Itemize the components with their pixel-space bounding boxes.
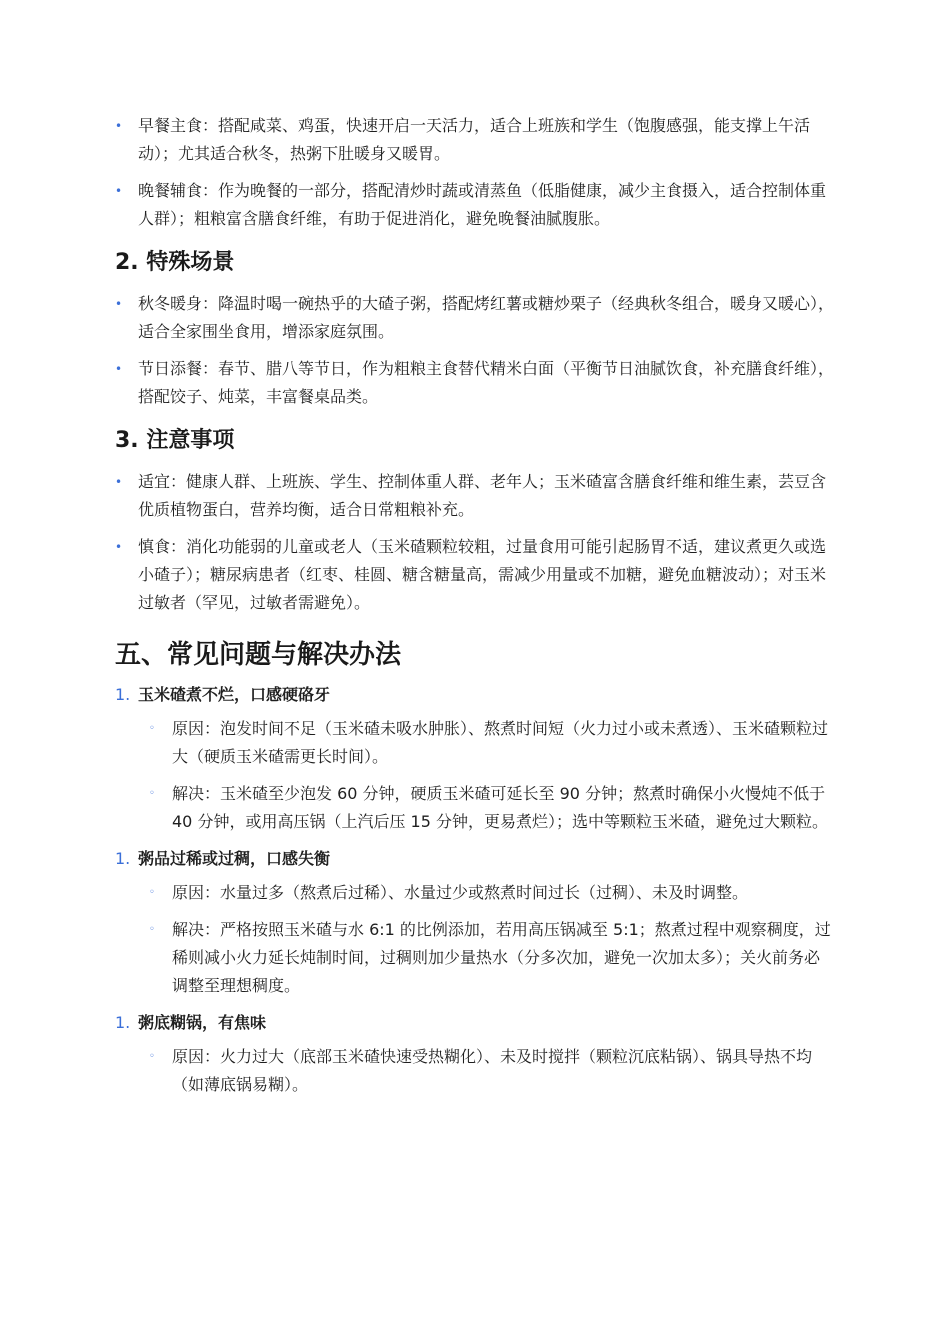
list-number: 1.	[115, 685, 131, 704]
section-heading-special-scenes: 2. 特殊场景	[115, 250, 235, 275]
list-item	[149, 916, 835, 1000]
circle-bullet-icon: ◦	[149, 723, 155, 734]
list-number: 1.	[115, 1013, 131, 1032]
problem-title	[115, 681, 835, 709]
circle-bullet-icon: ◦	[149, 887, 155, 898]
list-item	[115, 468, 835, 524]
problem-points	[149, 1043, 835, 1099]
point-text: 原因：火力过大（底部玉米碴快速受热糊化）、未及时搅拌（颗粒沉底粘锅）、锅具导热不均（如薄底锅易糊）。	[172, 1047, 813, 1094]
list-item	[115, 290, 835, 346]
bullet-dot-icon: •	[115, 297, 123, 311]
bullet-dot-icon: •	[115, 540, 123, 554]
problem-item	[115, 845, 835, 1000]
list-item	[115, 355, 835, 411]
list-item	[115, 533, 835, 617]
problem-points	[149, 715, 835, 836]
bullet-text: 节日添餐：春节、腊八等节日，作为粗粮主食替代精米白面（平衡节日油腻饮食，补充膳食纤维），搭配饺子、炖菜，丰富餐桌品类。	[138, 359, 835, 406]
point-text: 原因：泡发时间不足（玉米碴未吸水肿胀）、熬煮时间短（火力过小或未煮透）、玉米碴颗粒过大（硬质玉米碴需更长时间）。	[172, 719, 829, 766]
problem-title-text: 粥品过稀或过稠，口感失衡	[138, 849, 331, 868]
problem-title	[115, 845, 835, 873]
list-item	[149, 715, 835, 771]
section-heading-notes: 3. 注意事项	[115, 428, 235, 453]
list-item	[115, 177, 835, 233]
point-text: 解决：严格按照玉米碴与水 6:1 的比例添加，若用高压锅减至 5:1；熬煮过程中观察稠度，过稀则减小火力延长炖制时间，过稠则加少量热水（分多次加，避免一次加太多）；关火前务必调整至理想稠度。	[172, 920, 831, 995]
special-scenes-list	[115, 290, 835, 411]
problem-points	[149, 879, 835, 1000]
list-number: 1.	[115, 849, 131, 868]
top-bullet-list	[115, 112, 835, 233]
problem-item	[115, 681, 835, 836]
problem-item	[115, 1009, 835, 1099]
bullet-text: 晚餐辅食：作为晚餐的一部分，搭配清炒时蔬或清蒸鱼（低脂健康，减少主食摄入，适合控制体重人群）；粗粮富含膳食纤维，有助于促进消化，避免晚餐油腻腹胀。	[138, 181, 827, 228]
bullet-text: 秋冬暖身：降温时喝一碗热乎的大碴子粥，搭配烤红薯或糖炒栗子（经典秋冬组合，暖身又暖心），适合全家围坐食用，增添家庭氛围。	[138, 294, 835, 341]
list-item	[149, 780, 835, 836]
bullet-text: 适宜：健康人群、上班族、学生、控制体重人群、老年人；玉米碴富含膳食纤维和维生素，芸豆含优质植物蛋白，营养均衡，适合日常粗粮补充。	[138, 472, 827, 519]
list-item	[149, 879, 835, 907]
problem-title-text: 玉米碴煮不烂，口感硬硌牙	[138, 685, 331, 704]
bullet-dot-icon: •	[115, 362, 123, 376]
section-heading-faq: 五、常见问题与解决办法	[115, 640, 402, 670]
bullet-dot-icon: •	[115, 475, 123, 489]
point-text: 原因：水量过多（熬煮后过稀）、水量过少或熬煮时间过长（过稠）、未及时调整。	[172, 883, 749, 902]
circle-bullet-icon: ◦	[149, 788, 155, 799]
document-page	[115, 112, 835, 1108]
notes-list	[115, 468, 835, 617]
list-item	[115, 112, 835, 168]
bullet-text: 早餐主食：搭配咸菜、鸡蛋，快速开启一天活力，适合上班族和学生（饱腹感强，能支撑上午活动）；尤其适合秋冬，热粥下肚暖身又暖胃。	[138, 116, 811, 163]
bullet-dot-icon: •	[115, 184, 123, 198]
problem-title	[115, 1009, 835, 1037]
problem-title-text: 粥底糊锅，有焦味	[138, 1013, 267, 1032]
circle-bullet-icon: ◦	[149, 1051, 155, 1062]
point-text: 解决：玉米碴至少泡发 60 分钟，硬质玉米碴可延长至 90 分钟；熬煮时确保小火慢炖不低于 40 分钟，或用高压锅（上汽后压 15 分钟，更易煮烂）；选中等颗粒玉米碴，避免过大颗粒。	[172, 784, 828, 831]
list-item	[149, 1043, 835, 1099]
bullet-dot-icon: •	[115, 119, 123, 133]
circle-bullet-icon: ◦	[149, 924, 155, 935]
bullet-text: 慎食：消化功能弱的儿童或老人（玉米碴颗粒较粗，过量食用可能引起肠胃不适，建议煮更久或选小碴子）；糖尿病患者（红枣、桂圆、糖含糖量高，需减少用量或不加糖，避免血糖波动）；对玉米过敏者（罕见，过敏者需避免）。	[138, 537, 827, 612]
